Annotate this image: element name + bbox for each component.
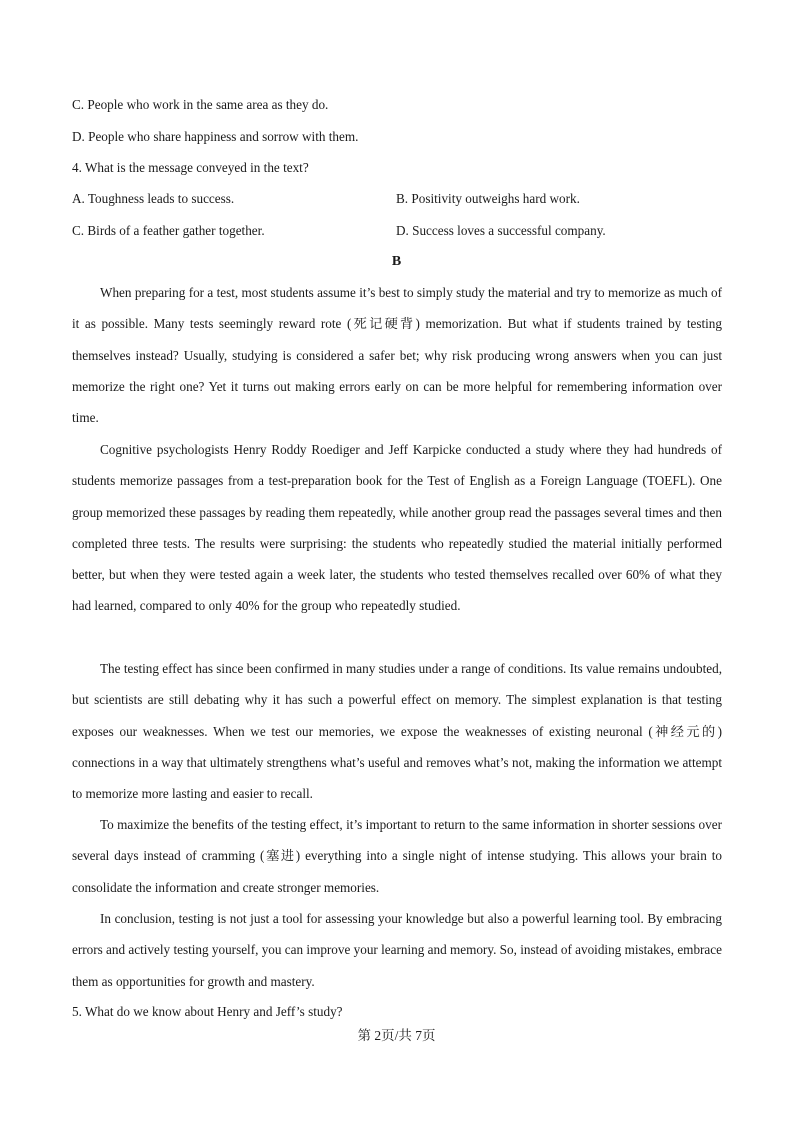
passage-paragraph-1: When preparing for a test, most students assume it’s best to simply study the material and try to memorize as much of it as possible. Many tests seemingly reward rote (死记硬背) memorization. But what if students trained by testing themselves instead? Usually, studying is considered a safer bet; why risk producing wrong answers when you can just memorize the right one? Yet it turns out making errors early on can be more helpful for remembering information over time.	[72, 285, 722, 426]
q4-question: 4. What is the message conveyed in the text?	[72, 160, 309, 175]
passage-paragraph-3: The testing effect has since been confirmed in many studies under a range of conditions. Its value remains undoubted, but scientists are still debating why it has such a powerful effect on memory. The simplest explanation is that testing exposes our weaknesses. When we test our memories, we expose the weaknesses of existing neuronal (神经元的) connections in a way that ultimately strengthens what’s useful and removes what’s not, making the information we attempt to memorize more lasting and easier to recall.	[72, 661, 722, 802]
q4-option-c: C. Birds of a feather gather together.	[72, 223, 265, 238]
q3-option-d: D. People who share happiness and sorrow with them.	[72, 129, 359, 144]
q4-option-a: A. Toughness leads to success.	[72, 191, 235, 206]
q4-option-d: D. Success loves a successful company.	[396, 223, 606, 238]
q3-option-c: C. People who work in the same area as they do.	[72, 97, 329, 112]
passage-paragraph-5: In conclusion, testing is not just a tool for assessing your knowledge but also a powerful learning tool. By embracing errors and actively testing yourself, you can improve your learning and memory. So, instead of avoiding mistakes, embrace them as opportunities for growth and mastery.	[72, 911, 722, 989]
q5-question: 5. What do we know about Henry and Jeff’s study?	[72, 1004, 343, 1019]
q4-option-b: B. Positivity outweighs hard work.	[396, 191, 580, 206]
passage-paragraph-4: To maximize the benefits of the testing effect, it’s important to return to the same information in shorter sessions over several days instead of cramming (塞进) everything into a single night of intense studying. This allows your brain to consolidate the information and create stronger memories.	[72, 817, 722, 895]
page-number: 第 2页/共 7页	[357, 1028, 436, 1043]
passage-paragraph-2: Cognitive psychologists Henry Roddy Roediger and Jeff Karpicke conducted a study where they had hundreds of students memorize passages from a test-preparation book for the Test of English as a Foreign Language (TOEFL). One group memorized these passages by reading them repeatedly, while another group read the passages several times and then completed three tests. The results were surprising: the students who repeatedly studied the material initially performed better, but when they were tested again a week later, the students who tested themselves recalled over 60% of what they had learned, compared to only 40% for the group who repeatedly studied.	[72, 442, 722, 614]
section-b-title: B	[391, 254, 402, 269]
